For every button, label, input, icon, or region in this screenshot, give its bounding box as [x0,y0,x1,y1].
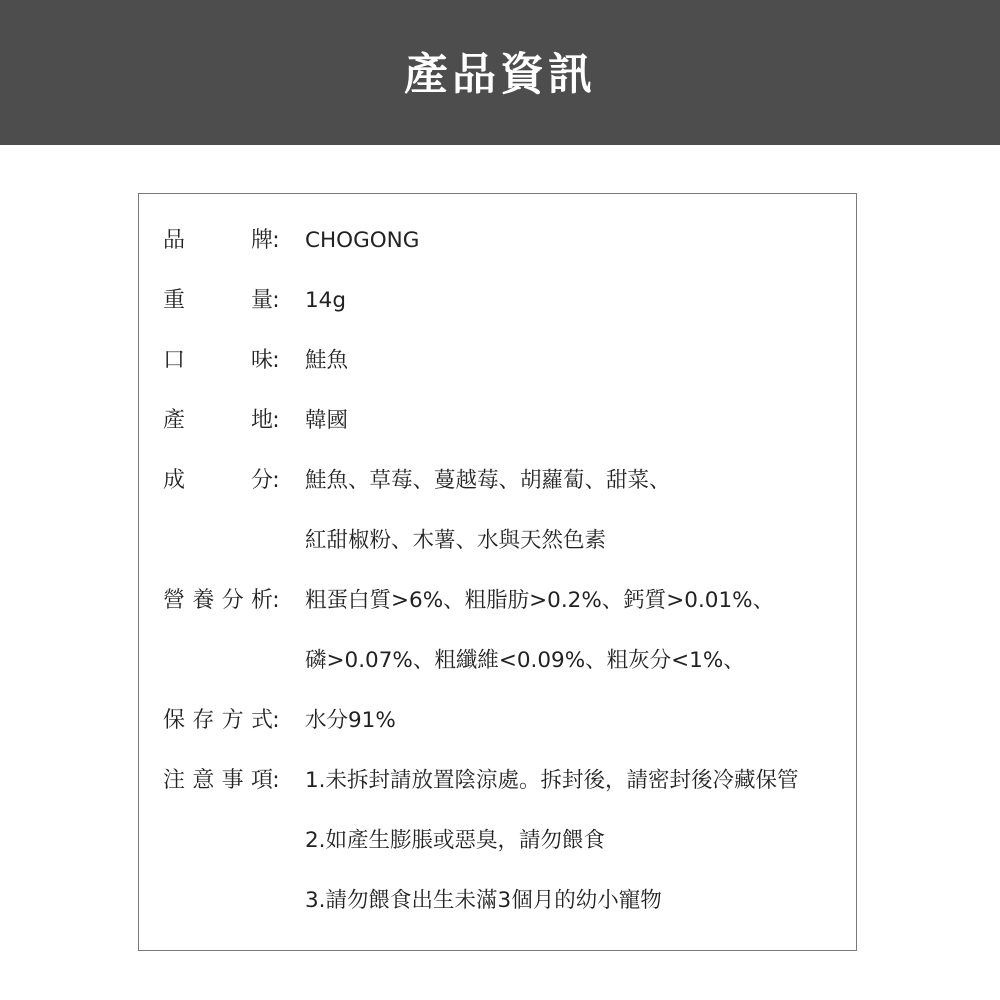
info-value: 水分91% [305,708,396,733]
info-label: 注 意 事 項 [163,768,273,793]
header-banner [0,0,1000,145]
info-value: 韓國 [305,408,349,433]
info-row-nutrition [139,581,856,621]
info-value: 磷>0.07%、粗纖維<0.09%、粗灰分<1%、 [305,648,745,673]
info-row-brand [139,221,856,261]
info-row-weight [139,281,856,321]
info-row-storage [139,701,856,741]
info-colon: : [272,228,280,253]
info-label: 營 養 分 析 [163,588,273,613]
info-label: 口 味 [163,348,273,373]
info-label: 重 量 [163,288,273,313]
info-colon: : [272,768,280,793]
info-row-notes [139,761,856,801]
product-info-box [138,193,857,951]
info-label: 品 牌 [163,228,273,253]
info-value: 鮭魚、草莓、蔓越莓、胡蘿蔔、甜菜、 [305,468,671,493]
info-value: 2.如產生膨脹或惡臭，請勿餵食 [305,828,606,853]
info-value: CHOGONG [305,228,420,253]
info-row-origin [139,401,856,441]
info-label: 保 存 方 式 [163,708,273,733]
info-row-flavor [139,341,856,381]
info-row-notes-2 [139,821,856,861]
info-value: 14g [305,288,347,313]
info-value: 紅甜椒粉、木薯、水與天然色素 [305,528,607,553]
info-value: 鮭魚 [305,348,349,373]
info-value: 粗蛋白質>6%、粗脂肪>0.2%、鈣質>0.01%、 [305,588,775,613]
info-label: 成 分 [163,468,273,493]
info-value: 1.未拆封請放置陰涼處。拆封後，請密封後冷藏保管 [305,768,799,793]
info-colon: : [272,288,280,313]
info-row-ingredients [139,461,856,501]
info-row-nutrition-cont [139,641,856,681]
info-colon: : [272,348,280,373]
info-label: 產 地 [163,408,273,433]
page-title: 產品資訊 [404,48,596,100]
info-colon: : [272,588,280,613]
info-colon: : [272,408,280,433]
info-colon: : [272,468,280,493]
info-row-notes-3 [139,881,856,921]
info-colon: : [272,708,280,733]
info-value: 3.請勿餵食出生未滿3個月的幼小寵物 [305,888,662,913]
info-row-ingredients-cont [139,521,856,561]
